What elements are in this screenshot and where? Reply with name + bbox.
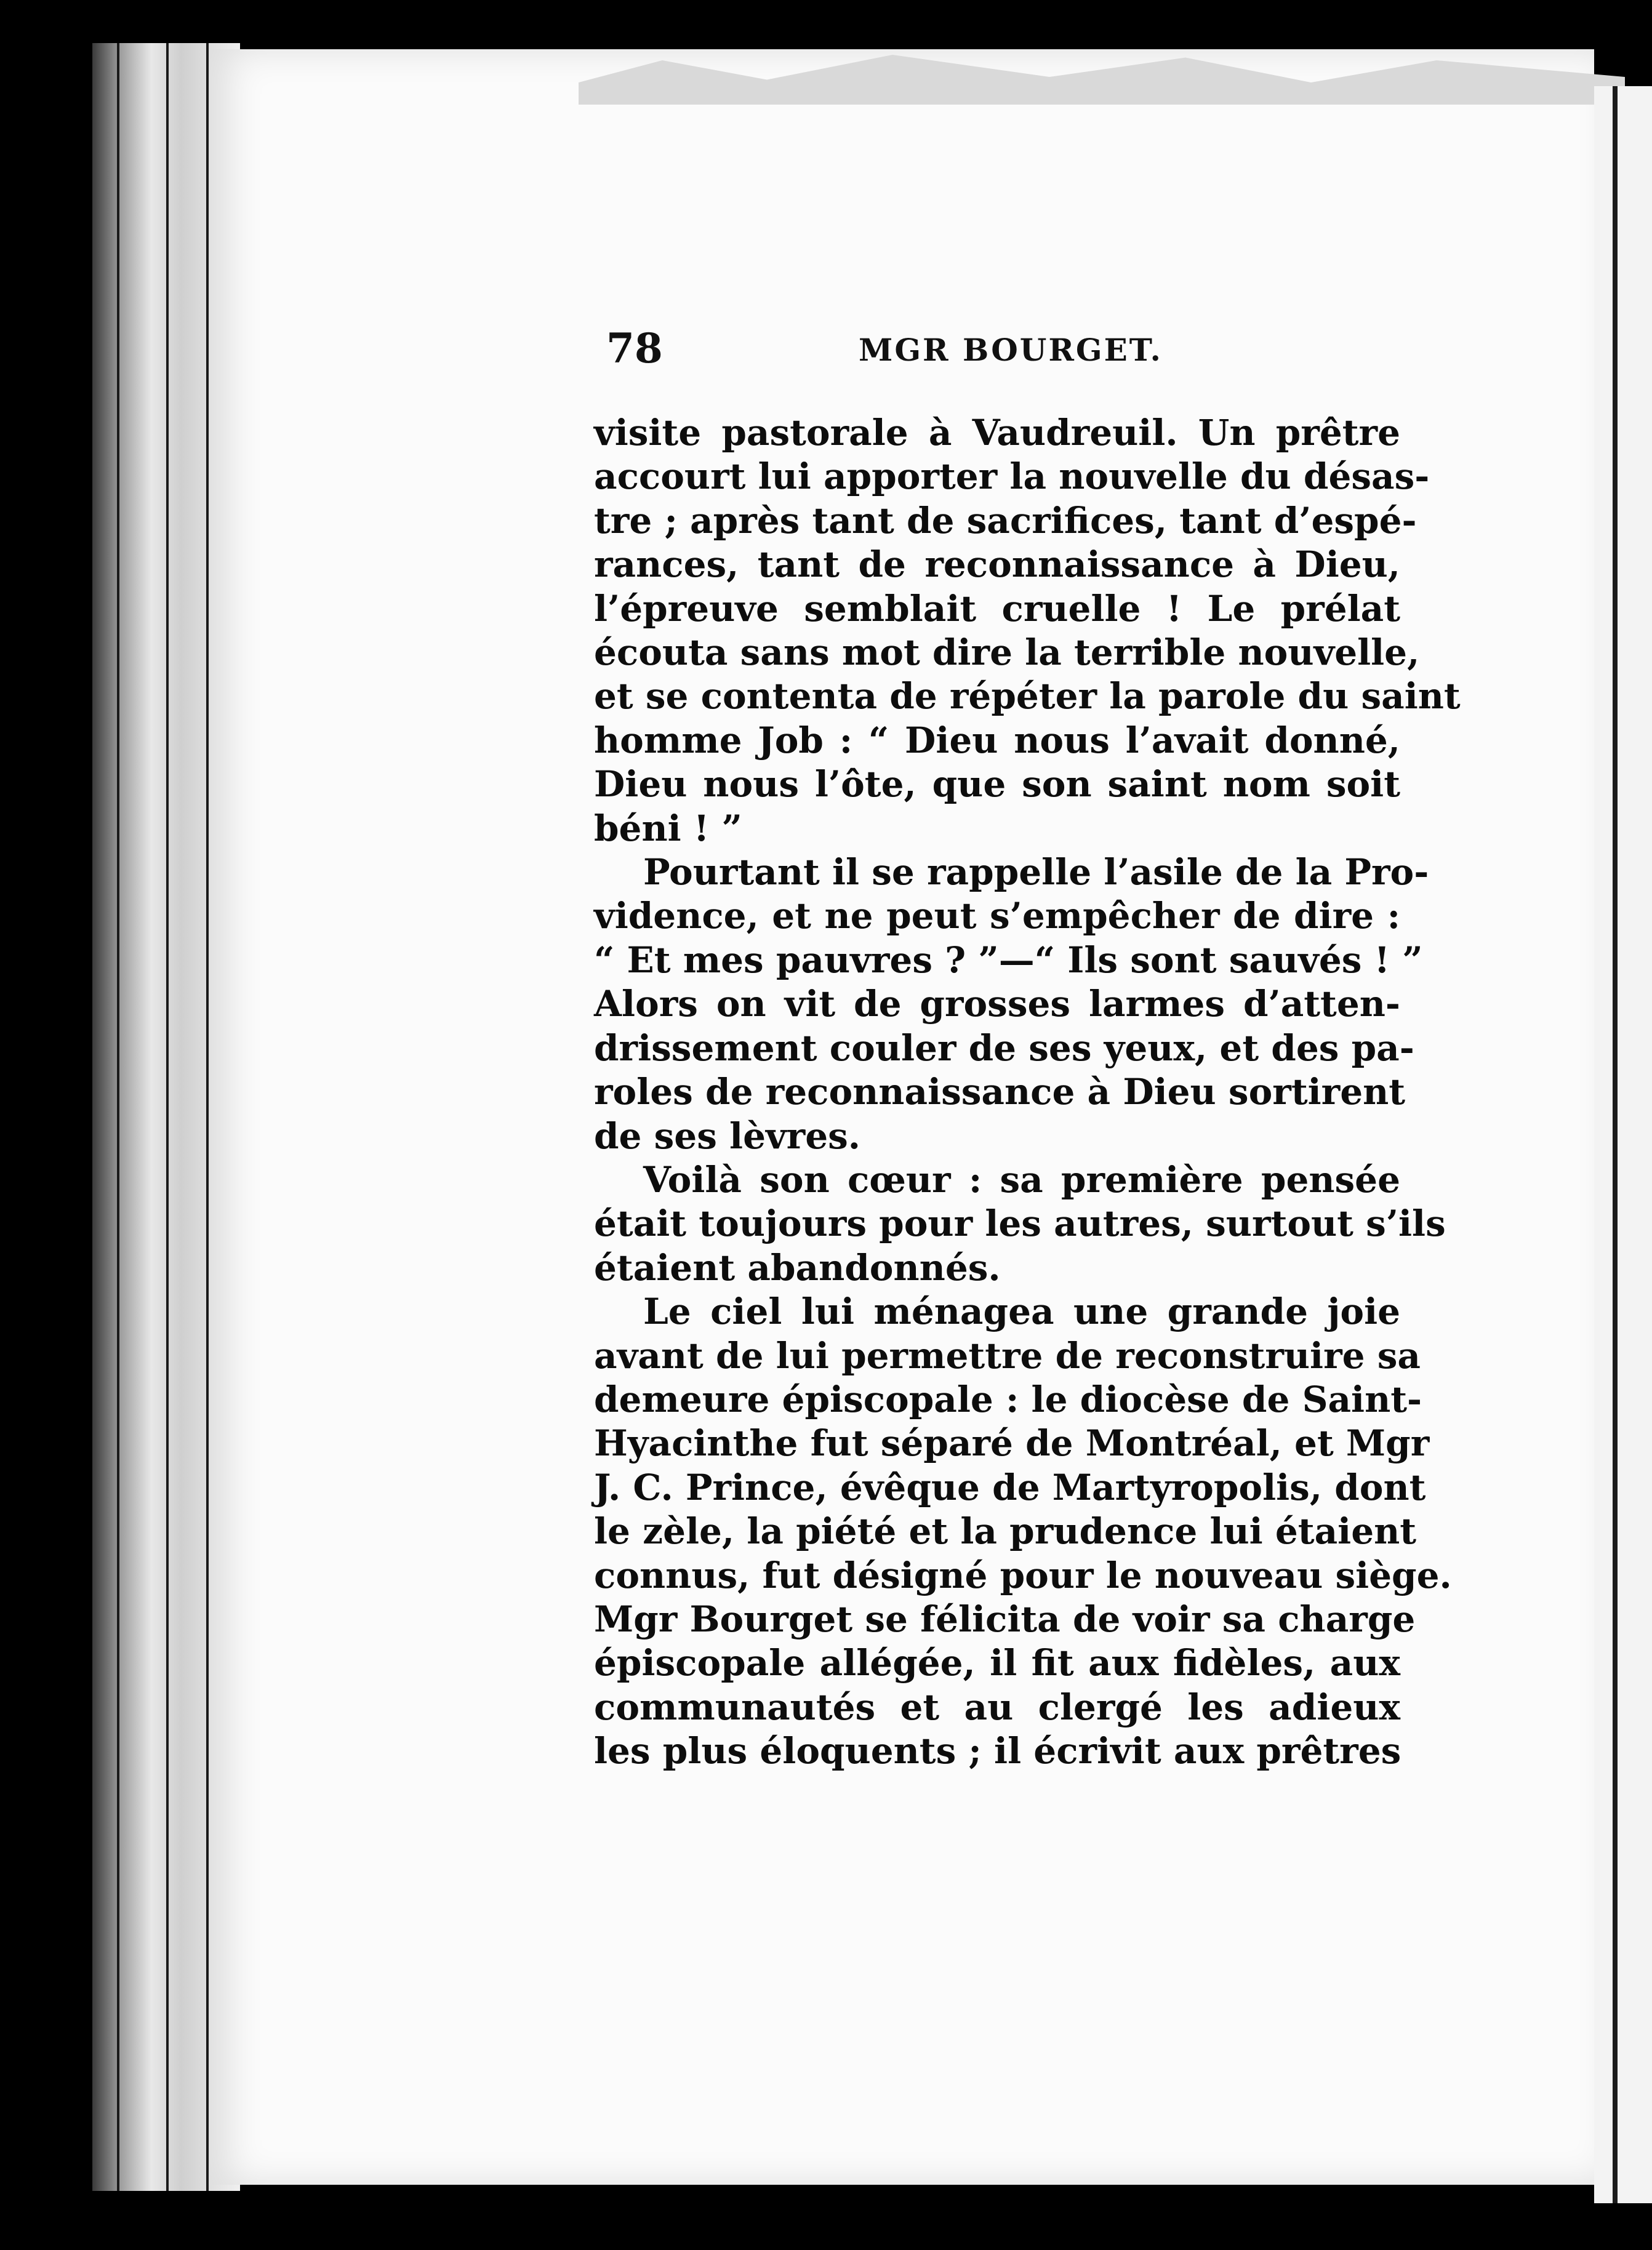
text-line: roles de reconnaissance à Dieu sortirent xyxy=(594,1071,1406,1113)
torn-top-edge xyxy=(579,49,1625,105)
text-line: Le ciel lui ménagea une grande joie xyxy=(643,1291,1400,1333)
text-line: accourt lui apporter la nouvelle du désas- xyxy=(594,455,1430,498)
text-line: demeure épiscopale : le diocèse de Saint- xyxy=(594,1378,1422,1420)
text-line: vidence, et ne peut s’empêcher de dire : xyxy=(594,895,1400,937)
text-line: homme Job : “ Dieu nous l’avait donné, xyxy=(594,719,1400,761)
text-line: J. C. Prince, évêque de Martyropolis, dont xyxy=(594,1466,1426,1508)
text-line: l’épreuve semblait cruelle ! Le prélat xyxy=(594,587,1400,630)
text-line: Alors on vit de grosses larmes d’atten- xyxy=(594,983,1400,1025)
text-line: Hyacinthe fut séparé de Montréal, et Mgr xyxy=(594,1422,1430,1465)
page-edge-line xyxy=(166,43,169,2191)
text-line: “ Et mes pauvres ? ”—“ Ils sont sauvés ! ” xyxy=(594,939,1423,981)
page-edge-line xyxy=(117,43,119,2191)
running-title: MGR BOURGET. xyxy=(859,332,1163,368)
text-line: étaient abandonnés. xyxy=(594,1246,1001,1289)
page-edge-line xyxy=(206,43,209,2191)
text-line: avant de lui permettre de reconstruire sa xyxy=(594,1334,1421,1377)
text-line: Pourtant il se rappelle l’asile de la Pro- xyxy=(643,851,1429,894)
text-line: était toujours pour les autres, surtout s’ils xyxy=(594,1203,1446,1245)
text-line: écouta sans mot dire la terrible nouvelle, xyxy=(594,631,1420,674)
text-line: Voilà son cœur : sa première pensée xyxy=(643,1158,1400,1201)
text-line: de ses lèvres. xyxy=(594,1115,860,1157)
text-line: communautés et au clergé les adieux xyxy=(594,1686,1400,1728)
adjacent-page-edge xyxy=(1594,86,1652,2203)
text-line: épiscopale allégée, il fit aux fidèles, aux xyxy=(594,1642,1400,1684)
page-binding-line xyxy=(1613,86,1618,2203)
text-line: visite pastorale à Vaudreuil. Un prêtre xyxy=(594,412,1400,454)
text-line: drissement couler de ses yeux, et des pa- xyxy=(594,1027,1414,1069)
text-line: les plus éloquents ; il écrivit aux prêtres xyxy=(594,1730,1401,1772)
paragraph xyxy=(594,851,1429,1158)
text-line: Mgr Bourget se félicita de voir sa charge xyxy=(594,1598,1416,1640)
page-header xyxy=(606,321,1222,377)
paragraph xyxy=(594,411,1461,851)
paragraph xyxy=(594,1158,1446,1290)
text-line: Dieu nous l’ôte, que son saint nom soit xyxy=(594,763,1400,806)
text-line: et se contenta de répéter la parole du saint xyxy=(594,675,1461,718)
text-line: rances, tant de reconnaissance à Dieu, xyxy=(594,543,1400,586)
paragraph xyxy=(594,1290,1452,1773)
text-line: le zèle, la piété et la prudence lui étaient xyxy=(594,1510,1417,1553)
page-body xyxy=(594,411,1461,1774)
page-number: 78 xyxy=(606,324,663,372)
text-line: béni ! ” xyxy=(594,807,742,849)
text-line: connus, fut désigné pour le nouveau siège. xyxy=(594,1554,1452,1596)
text-line: tre ; après tant de sacrifices, tant d’espé- xyxy=(594,499,1417,542)
